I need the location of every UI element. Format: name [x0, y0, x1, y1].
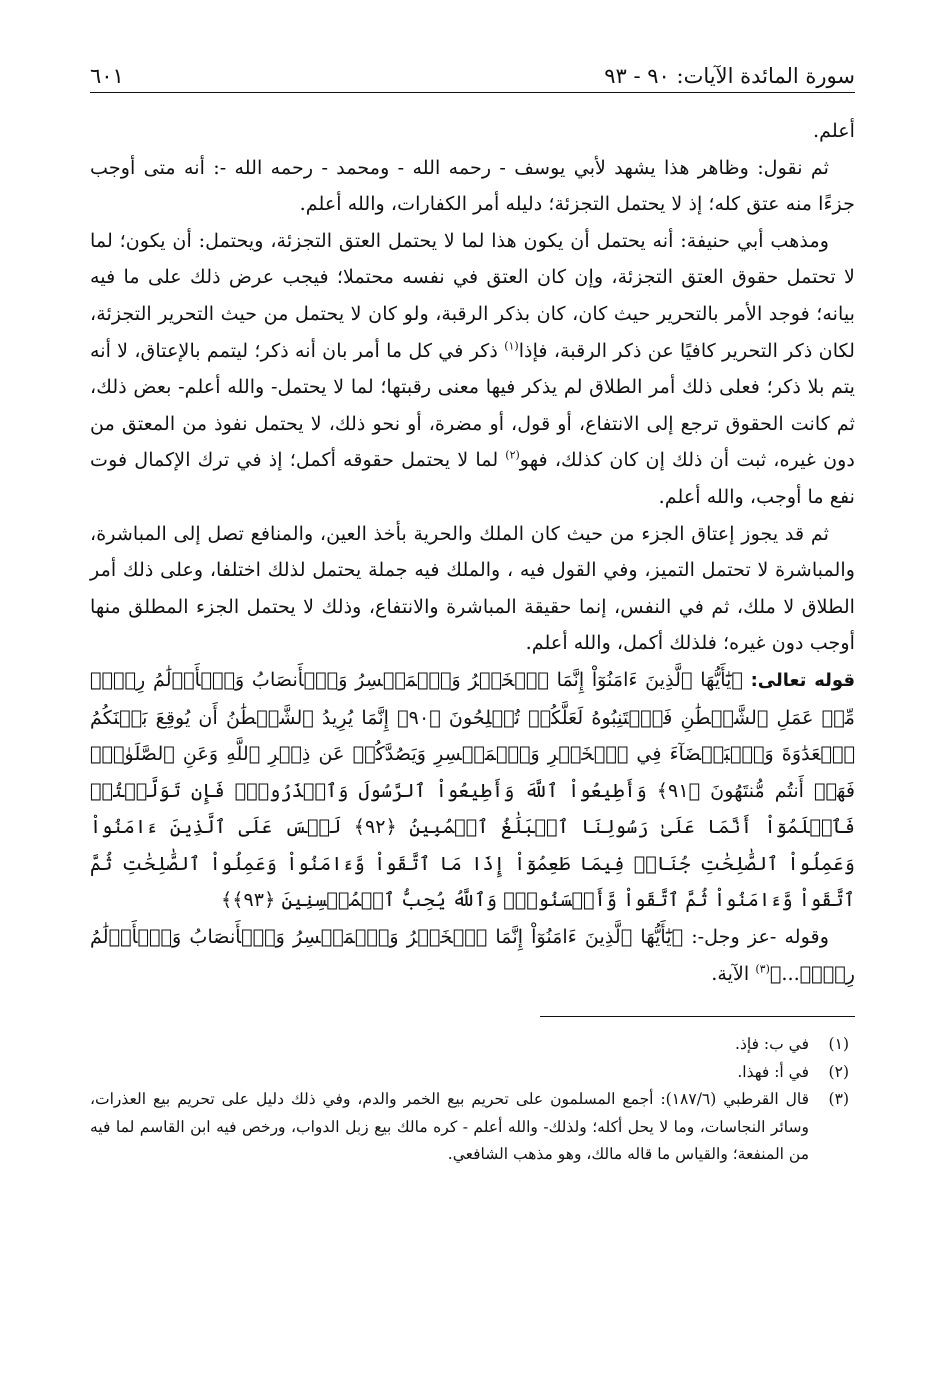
paragraph: [90, 150, 855, 223]
paragraph-text: ومذهب أبي حنيفة: أنه يحتمل أن يكون هذا لما لا يحتمل العتق التجزئة، ويحتمل: أن يكون؛ لما لا تحتمل حقوق العتق التجزئة، وإن كان العتق في نفسه محتملا؛ فيجب عرض ذلك على ما فيه بيانه؛ فوجد الأمر بالتحرير حيث كان، كان بذكر الرقبة، ولو كان لا يحتمل من حيث التحرير التجزئة، لكان ذكر التحرير كافيًا عن ذكر الرقبة، فإذا: [90, 228, 855, 362]
footnote-number: (٢): [828, 1062, 849, 1081]
quran-verses: ﴿يَٰٓأَيُّهَا ٱلَّذِينَ ءَامَنُوٓاْ إِنَّمَا ٱلۡخَمۡرُ وَٱلۡمَيۡسِرُ وَٱلۡأَنصَابُ وَٱلۡأَزۡلَٰمُ رِجۡسٞ مِّنۡ عَمَلِ ٱلشَّيۡطَٰنِ فَٱجۡتَنِبُوهُ لَعَلَّكُمۡ تُفۡلِحُونَ ﴿٩٠﴾ إِنَّمَا يُرِيدُ ٱلشَّيۡطَٰنُ أَن يُوقِعَ بَيۡنَكُمُ ٱلۡعَدَٰوَةَ وَٱلۡبَغۡضَآءَ فِي ٱلۡخَمۡرِ وَٱلۡمَيۡسِرِ وَيَصُدَّكُمۡ عَن ذِكۡرِ ٱللَّهِ وَعَنِ ٱلصَّلَوٰةِۖ فَهَلۡ أَنتُم مُّنتَهُونَ ﴿٩١﴾ وَأَطِيعُواْ ٱللَّهَ وَأَطِيعُواْ ٱلرَّسُولَ وَٱحۡذَرُواْۚ فَإِن تَوَلَّيۡتُمۡ فَٱعۡلَمُوٓاْ أَنَّمَا عَلَىٰ رَسُولِنَا ٱلۡبَلَٰغُ ٱلۡمُبِينُ ﴿٩٢﴾ لَيۡسَ عَلَى ٱلَّذِينَ ءَامَنُواْ وَعَمِلُواْ ٱلصَّٰلِحَٰتِ جُنَاحٞ فِيمَا طَعِمُوٓاْ إِذَا مَا ٱتَّقَواْ وَّءَامَنُواْ وَعَمِلُواْ ٱلصَّٰلِحَٰتِ ثُمَّ ٱتَّقَواْ وَّءَامَنُواْ ثُمَّ ٱتَّقَواْ وَّأَحۡسَنُواْۚ وَٱللَّهُ يُحِبُّ ٱلۡمُحۡسِنِينَ ﴿٩٣﴾﴾: [90, 667, 856, 912]
footnote-reference[interactable]: (٣): [755, 962, 770, 976]
footnote-number: (٣): [828, 1090, 849, 1109]
body-text: [90, 113, 855, 992]
running-header: [90, 50, 855, 93]
footnote-reference[interactable]: (٢): [505, 448, 520, 462]
footnote: [90, 1031, 855, 1059]
footnote-divider: [540, 1016, 855, 1017]
footnote-text: في أ: فهذا.: [737, 1062, 809, 1081]
closing-intro: وقوله -عز وجل-:: [683, 925, 829, 949]
paragraph: [90, 919, 855, 992]
paragraph-text: ثم قد يجوز إعتاق الجزء من حيث كان الملك والحرية بأخذ العين، والمنافع تصل إلى المباشرة، والمباشرة لا تحتمل التميز، وفي القول فيه ، والملك فيه جملة يحتمل لذلك اختلفا، وعلى ذلك أمر الطلاق لا ملك، ثم في النفس، إنما حقيقة المباشرة والانتفاع، وذلك لا يحتمل الجزء المطلق منها أوجب دون غيره؛ فلذلك أكمل، والله أعلم.: [90, 521, 855, 655]
footnote-text: في ب: فإذ.: [735, 1035, 809, 1054]
paragraph: [90, 113, 855, 150]
footnote: [90, 1086, 855, 1169]
ayah-label: قوله تعالى:: [750, 669, 856, 691]
footnotes: [90, 1017, 855, 1169]
footnote: [90, 1059, 855, 1087]
ayah-block: [90, 662, 855, 919]
paragraph-text: لما لا يحتمل حقوقه أكمل؛ إذ في ترك الإكمال فوت نفع ما أوجب، والله أعلم.: [90, 448, 855, 508]
page-number: ٦٠١: [90, 64, 124, 88]
paragraph: [90, 516, 855, 662]
quran-quote: ﴿يَٰٓأَيُّهَا ٱلَّذِينَ ءَامَنُوٓاْ إِنَّمَا ٱلۡخَمۡرُ وَٱلۡمَيۡسِرُ وَٱلۡأَنصَابُ وَٱلۡأَزۡلَٰمُ رِجۡسٞ...﴾: [90, 925, 855, 985]
paragraph-text: ذكر في كل ما أمر بان أنه ذكر؛ ليتمم بالإعتاق، لا أنه يتم بلا ذكر؛ فعلى ذلك أمر الطلاق لم يذكر فيها معنى رقبتها؛ لما لا يحتمل- والله أعلم- بعض ذلك، ثم كانت الحقوق ترجع إلى الانتفاع، أو قول، أو مضرة، أو نحو ذلك، لا يحتمل نفوذ من المعتق من دون غيره، ثبت أن ذلك إن كان كذلك، فهو: [90, 338, 855, 472]
paragraph: [90, 223, 855, 516]
footnote-number: (١): [828, 1035, 849, 1054]
paragraph-text: ثم نقول: وظاهر هذا يشهد لأبي يوسف - رحمه الله - ومحمد - رحمه الله -: أنه متى أوجب جزءًا منه عتق كله؛ إذ لا يحتمل التجزئة؛ دليله أمر الكفارات، والله أعلم.: [90, 155, 855, 216]
closing-end: الآية.: [711, 961, 756, 985]
header-title: سورة المائدة الآيات: ٩٠ - ٩٣: [604, 64, 855, 88]
footnote-reference[interactable]: (١): [504, 339, 519, 353]
document-page: [90, 50, 855, 1350]
paragraph-text: أعلم.: [812, 119, 855, 142]
footnote-text: قال القرطبي (١٨٧/٦): أجمع المسلمون على تحريم بيع الخمر والدم، وفي ذلك دليل على تحريم بيع العذرات، وسائر النجاسات، وما لا يحل أكله؛ ولذلك- والله أعلم - كره مالك بيع زبل الدواب، ورخص فيه ابن القاسم لما فيه من المنفعة؛ والقياس ما قاله مالك، وهو مذهب الشافعي.: [90, 1090, 809, 1164]
